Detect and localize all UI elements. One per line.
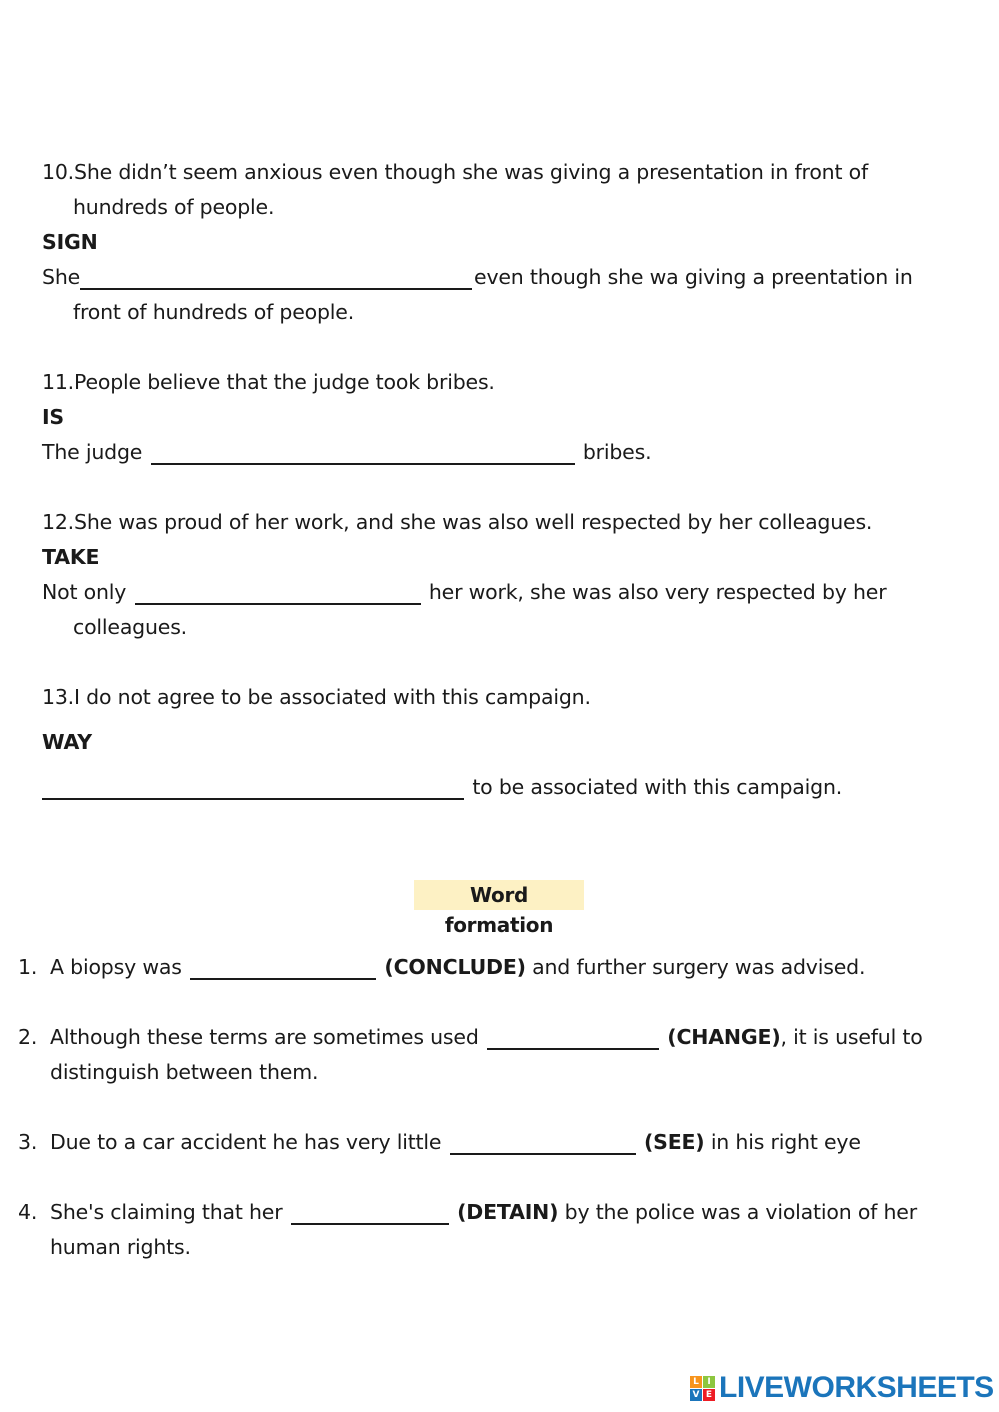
q11-sentence: People believe that the judge took bribes.: [74, 370, 495, 394]
wf-item-2-number: 2.: [18, 1025, 38, 1049]
q10-answer-line2: front of hundreds of people.: [73, 300, 355, 324]
wf-item-1-before: A biopsy was: [50, 955, 182, 979]
liveworksheets-logo: [690, 1370, 994, 1406]
wf-item-4: [18, 1200, 917, 1225]
wf-item-1-keyword: (CONCLUDE): [384, 955, 526, 979]
q12-keyword: TAKE: [42, 545, 100, 569]
q12-number: 12.: [42, 510, 75, 534]
q13-keyword: WAY: [42, 730, 92, 754]
q11-number: 11.: [42, 370, 75, 394]
wf-item-2-before: Although these terms are sometimes used: [50, 1025, 479, 1049]
wf-item-4-line2: human rights.: [50, 1235, 191, 1259]
q10-sentence-line2: hundreds of people.: [73, 195, 275, 219]
wf-item-1-input[interactable]: [190, 960, 376, 980]
q10-number: 10.: [42, 160, 75, 184]
q10-answer-suffix: even though she wa giving a preentation in: [474, 265, 913, 289]
q10-answer-input[interactable]: [80, 270, 472, 290]
wf-item-2-after: , it is useful to: [780, 1025, 923, 1049]
wf-item-2-line2: distinguish between them.: [50, 1060, 319, 1084]
q10-sentence-line1: [42, 160, 868, 184]
wf-item-3-keyword: (SEE): [643, 1130, 705, 1154]
wf-item-3-after: in his right eye: [710, 1130, 861, 1154]
q13-answer-line: [42, 775, 842, 800]
q13-answer-suffix: to be associated with this campaign.: [472, 775, 843, 799]
wf-item-4-input[interactable]: [291, 1205, 449, 1225]
wf-item-2: [18, 1025, 923, 1050]
wf-item-4-after: by the police was a violation of her: [564, 1200, 917, 1224]
q12-answer-line: [42, 580, 886, 605]
q13-sentence-line: [42, 685, 591, 709]
q12-sentence-line: [42, 510, 872, 534]
q12-answer-suffix: her work, she was also very respected by her: [428, 580, 887, 604]
q12-answer-prefix: Not only: [42, 580, 127, 604]
q13-answer-input[interactable]: [42, 780, 464, 800]
q10-keyword: SIGN: [42, 230, 98, 254]
logo-mark-icon: L I V E: [690, 1376, 715, 1401]
wf-item-3: [18, 1130, 861, 1155]
q13-sentence: I do not agree to be associated with this campaign.: [74, 685, 591, 709]
wf-item-2-input[interactable]: [487, 1030, 659, 1050]
q11-answer-suffix: bribes.: [582, 440, 652, 464]
q11-sentence-line: [42, 370, 495, 394]
wf-item-4-number: 4.: [18, 1200, 38, 1224]
wf-item-3-before: Due to a car accident he has very little: [50, 1130, 442, 1154]
wf-item-4-before: She's claiming that her: [50, 1200, 283, 1224]
q10-answer-line: [42, 265, 913, 290]
q11-answer-line: [42, 440, 651, 465]
q12-sentence: She was proud of her work, and she was also well respected by her colleagues.: [74, 510, 873, 534]
wf-item-1-after: and further surgery was advised.: [532, 955, 866, 979]
wf-item-3-number: 3.: [18, 1130, 38, 1154]
wf-item-1-number: 1.: [18, 955, 38, 979]
logo-text: LIVEWORKSHEETS: [719, 1371, 994, 1404]
q10-sentence: She didn’t seem anxious even though she was giving a presentation in front of: [74, 160, 868, 184]
wf-item-3-input[interactable]: [450, 1135, 636, 1155]
q11-keyword: IS: [42, 405, 64, 429]
q12-answer-line2: colleagues.: [73, 615, 187, 639]
word-formation-heading: Word formation: [414, 880, 584, 910]
q13-number: 13.: [42, 685, 75, 709]
q10-answer-prefix: She: [42, 265, 81, 289]
wf-item-4-keyword: (DETAIN): [457, 1200, 559, 1224]
wf-item-1: [18, 955, 865, 980]
wf-item-2-keyword: (CHANGE): [667, 1025, 781, 1049]
q11-answer-prefix: The judge: [42, 440, 143, 464]
q11-answer-input[interactable]: [151, 445, 575, 465]
q12-answer-input[interactable]: [135, 585, 421, 605]
